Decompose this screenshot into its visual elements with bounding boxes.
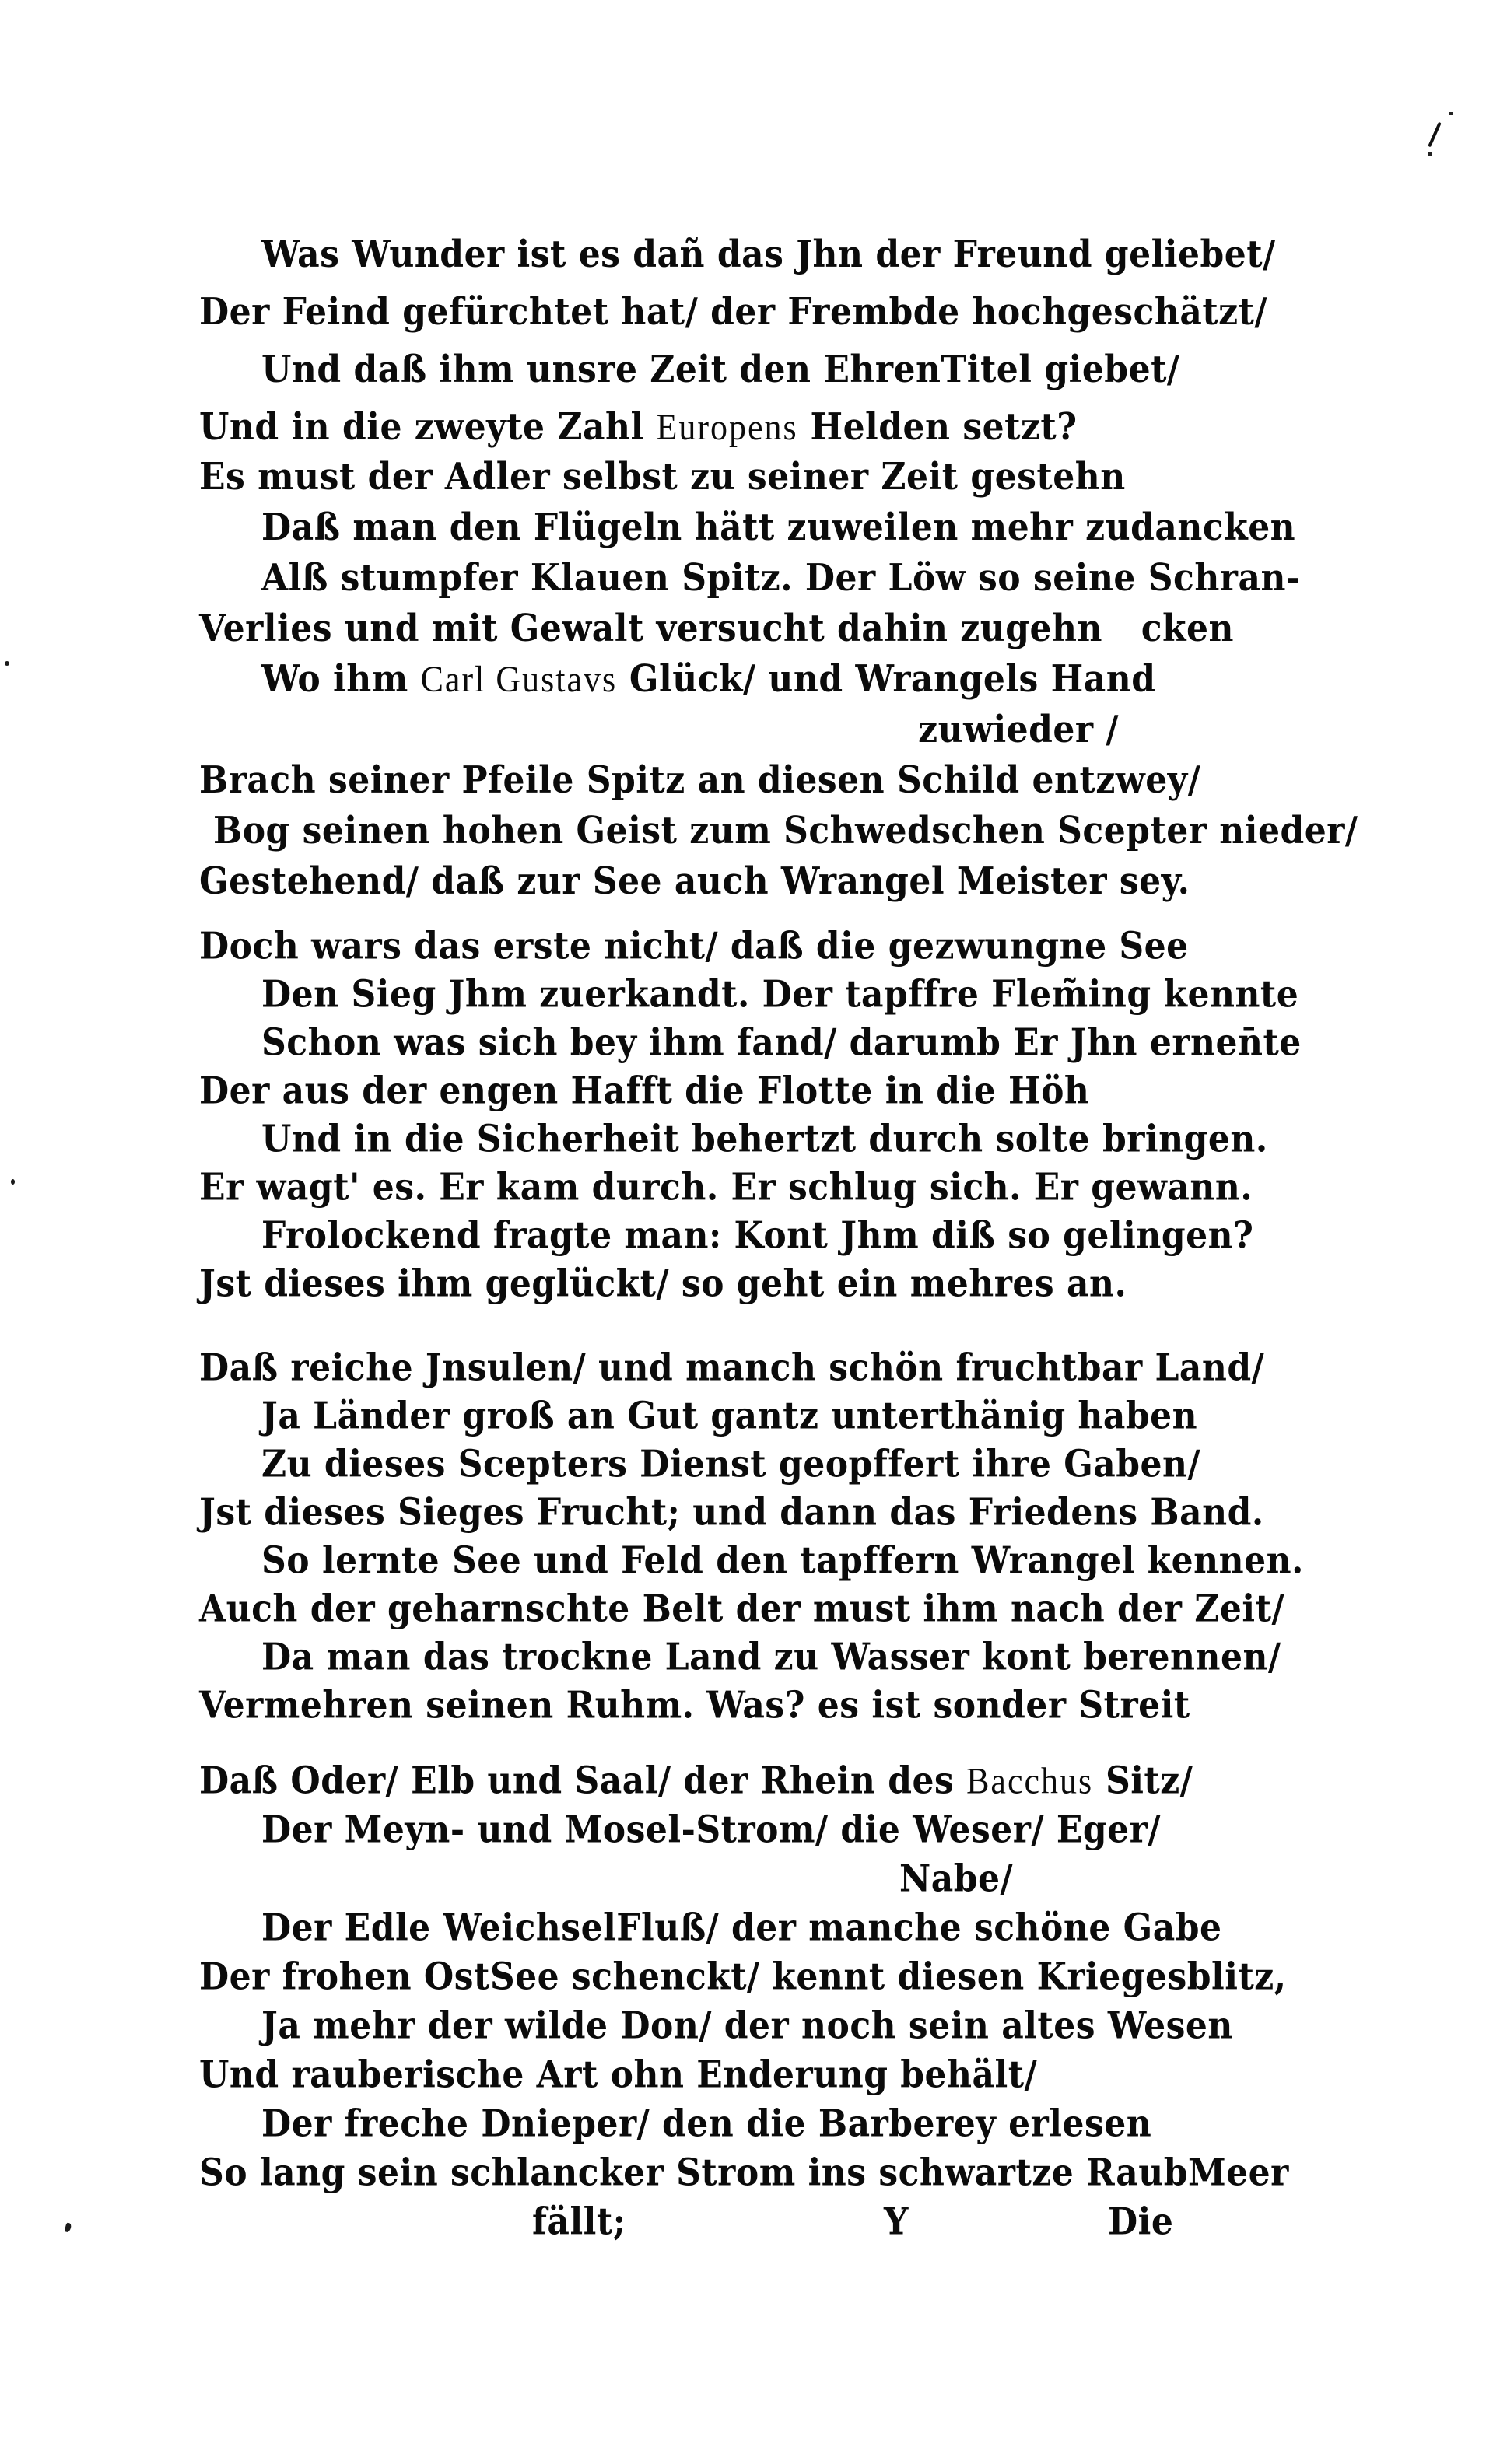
line-fragment: Wo ihm bbox=[261, 657, 421, 701]
poem-line: Gestehend/ daß zur See auch Wrangel Meister sey. bbox=[199, 859, 1190, 903]
ink-smudge-mark bbox=[1428, 110, 1460, 157]
poem-line bbox=[199, 1755, 1234, 1808]
ink-speck bbox=[65, 2222, 72, 2232]
poem-line: Zu dieses Scepters Dienst geopffert ihre Gaben/ bbox=[261, 1443, 1201, 1486]
catchword: Die bbox=[1108, 2200, 1174, 2244]
antiqua-word: Europens bbox=[656, 406, 798, 448]
smudge-stroke bbox=[1428, 122, 1441, 148]
poem-line: Den Sieg Jhm zuerkandt. Der tapffre Flem̃ing kennte bbox=[261, 973, 1299, 1017]
signature-mark: Y bbox=[884, 2200, 909, 2244]
stanza-2 bbox=[199, 450, 1358, 905]
poem-line: Der Edle WeichselFluß/ der manche schöne Gabe bbox=[261, 1906, 1222, 1950]
smudge-dot bbox=[1428, 152, 1432, 156]
poem-line bbox=[199, 652, 1234, 706]
poem-line: Der freche Dnieper/ den die Barberey erlesen bbox=[261, 2102, 1152, 2146]
poem-line: Was Wunder ist es dañ das Jhn der Freund geliebet/ bbox=[261, 233, 1276, 276]
poem-line: So lernte See und Feld den tapffern Wrangel kennen. bbox=[261, 1539, 1304, 1583]
poem-line: Auch der geharnschte Belt der must ihm nach der Zeit/ bbox=[199, 1587, 1285, 1631]
antiqua-word: Bacchus bbox=[966, 1760, 1094, 1802]
poem-line: Jst dieses ihm geglückt/ so geht ein mehres an. bbox=[199, 1262, 1127, 1306]
poem-line: Ja Länder groß an Gut gantz unterthänig haben bbox=[261, 1395, 1198, 1438]
ink-speck bbox=[5, 661, 9, 666]
antiqua-word: Carl Gustavs bbox=[420, 658, 618, 700]
stanza-3 bbox=[199, 921, 1302, 1307]
poem-line: Bog seinen hohen Geist zum Schwedschen Scepter nieder/ bbox=[213, 809, 1358, 852]
page-footer-line bbox=[199, 2196, 1234, 2249]
runover-word: fällt; bbox=[532, 2200, 626, 2244]
line-fragment: Verlies und mit Gewalt versucht dahin zugehn bbox=[199, 607, 1103, 650]
poem-line: Ja mehr der wilde Don/ der noch sein altes Wesen bbox=[261, 2004, 1233, 2048]
poem-line: Daß man den Flügeln hätt zuweilen mehr zudancken bbox=[261, 506, 1296, 549]
poem-line: So lang sein schlancker Strom ins schwartze RaubMeer bbox=[199, 2151, 1289, 2195]
ink-speck bbox=[11, 1179, 15, 1185]
poem-line: Und rauberische Art ohn Enderung behält/ bbox=[199, 2053, 1038, 2097]
poem-line: Da man das trockne Land zu Wasser kont berennen/ bbox=[261, 1636, 1281, 1679]
poem-line: Brach seiner Pfeile Spitz an diesen Schild entzwey/ bbox=[199, 758, 1201, 802]
poem-line: Und in die Sicherheit behertzt durch solte bringen. bbox=[261, 1118, 1268, 1161]
stanza-5 bbox=[199, 1755, 1289, 2245]
poem-line: Der Feind gefürchtet hat/ der Frembde hochgeschätzt/ bbox=[199, 290, 1268, 334]
line-fragment: Sitz/ bbox=[1093, 1759, 1193, 1803]
poem-line: Jst dieses Sieges Frucht; und dann das Friedens Band. bbox=[199, 1491, 1264, 1535]
smudge-dot bbox=[1449, 112, 1453, 115]
line-fragment: Daß Oder/ Elb und Saal/ der Rhein des bbox=[199, 1759, 967, 1803]
stanza-4 bbox=[199, 1342, 1304, 1728]
poem-line: Es must der Adler selbst zu seiner Zeit gestehn bbox=[199, 455, 1126, 499]
poem-line: Frolockend fragte man: Kont Jhm diß so gelingen? bbox=[261, 1214, 1254, 1258]
poem-line: Vermehren seinen Ruhm. Was? es ist sonder Streit bbox=[199, 1684, 1190, 1727]
poem-line-with-hyphen-carryover bbox=[199, 601, 1234, 656]
poem-line: Der aus der engen Hafft die Flotte in die Höh bbox=[199, 1069, 1090, 1113]
carried-syllable: cken bbox=[1141, 607, 1234, 650]
poem-line: Alß stumpfer Klauen Spitz. Der Löw so seine Schran- bbox=[261, 556, 1301, 600]
line-fragment: Und in die zweyte Zahl bbox=[199, 405, 657, 449]
poem-line-runover: zuwieder / bbox=[918, 708, 1119, 751]
poem-line: Der frohen OstSee schenckt/ kennt diesen Kriegesblitz, bbox=[199, 1955, 1287, 1999]
poem-line: Und daß ihm unsre Zeit den EhrenTitel giebet/ bbox=[261, 348, 1180, 391]
line-fragment: Glück/ und Wrangels Hand bbox=[617, 657, 1156, 701]
poem-line: Der Meyn- und Mosel-Strom/ die Weser/ Eger/ bbox=[261, 1808, 1161, 1852]
line-fragment: Helden setzt? bbox=[797, 405, 1078, 449]
poem-line: Er wagt' es. Er kam durch. Er schlug sich. Er gewann. bbox=[199, 1166, 1253, 1209]
poem-line: Daß reiche Jnsulen/ und manch schön fruchtbar Land/ bbox=[199, 1346, 1265, 1390]
poem-line: Doch wars das erste nicht/ daß die gezwungne See bbox=[199, 925, 1189, 968]
stanza-1 bbox=[199, 224, 1276, 454]
poem-line-runover: Nabe/ bbox=[899, 1857, 1014, 1901]
poem-line: Schon was sich bey ihm fand/ darumb Er Jhn ernen̄te bbox=[261, 1021, 1302, 1065]
